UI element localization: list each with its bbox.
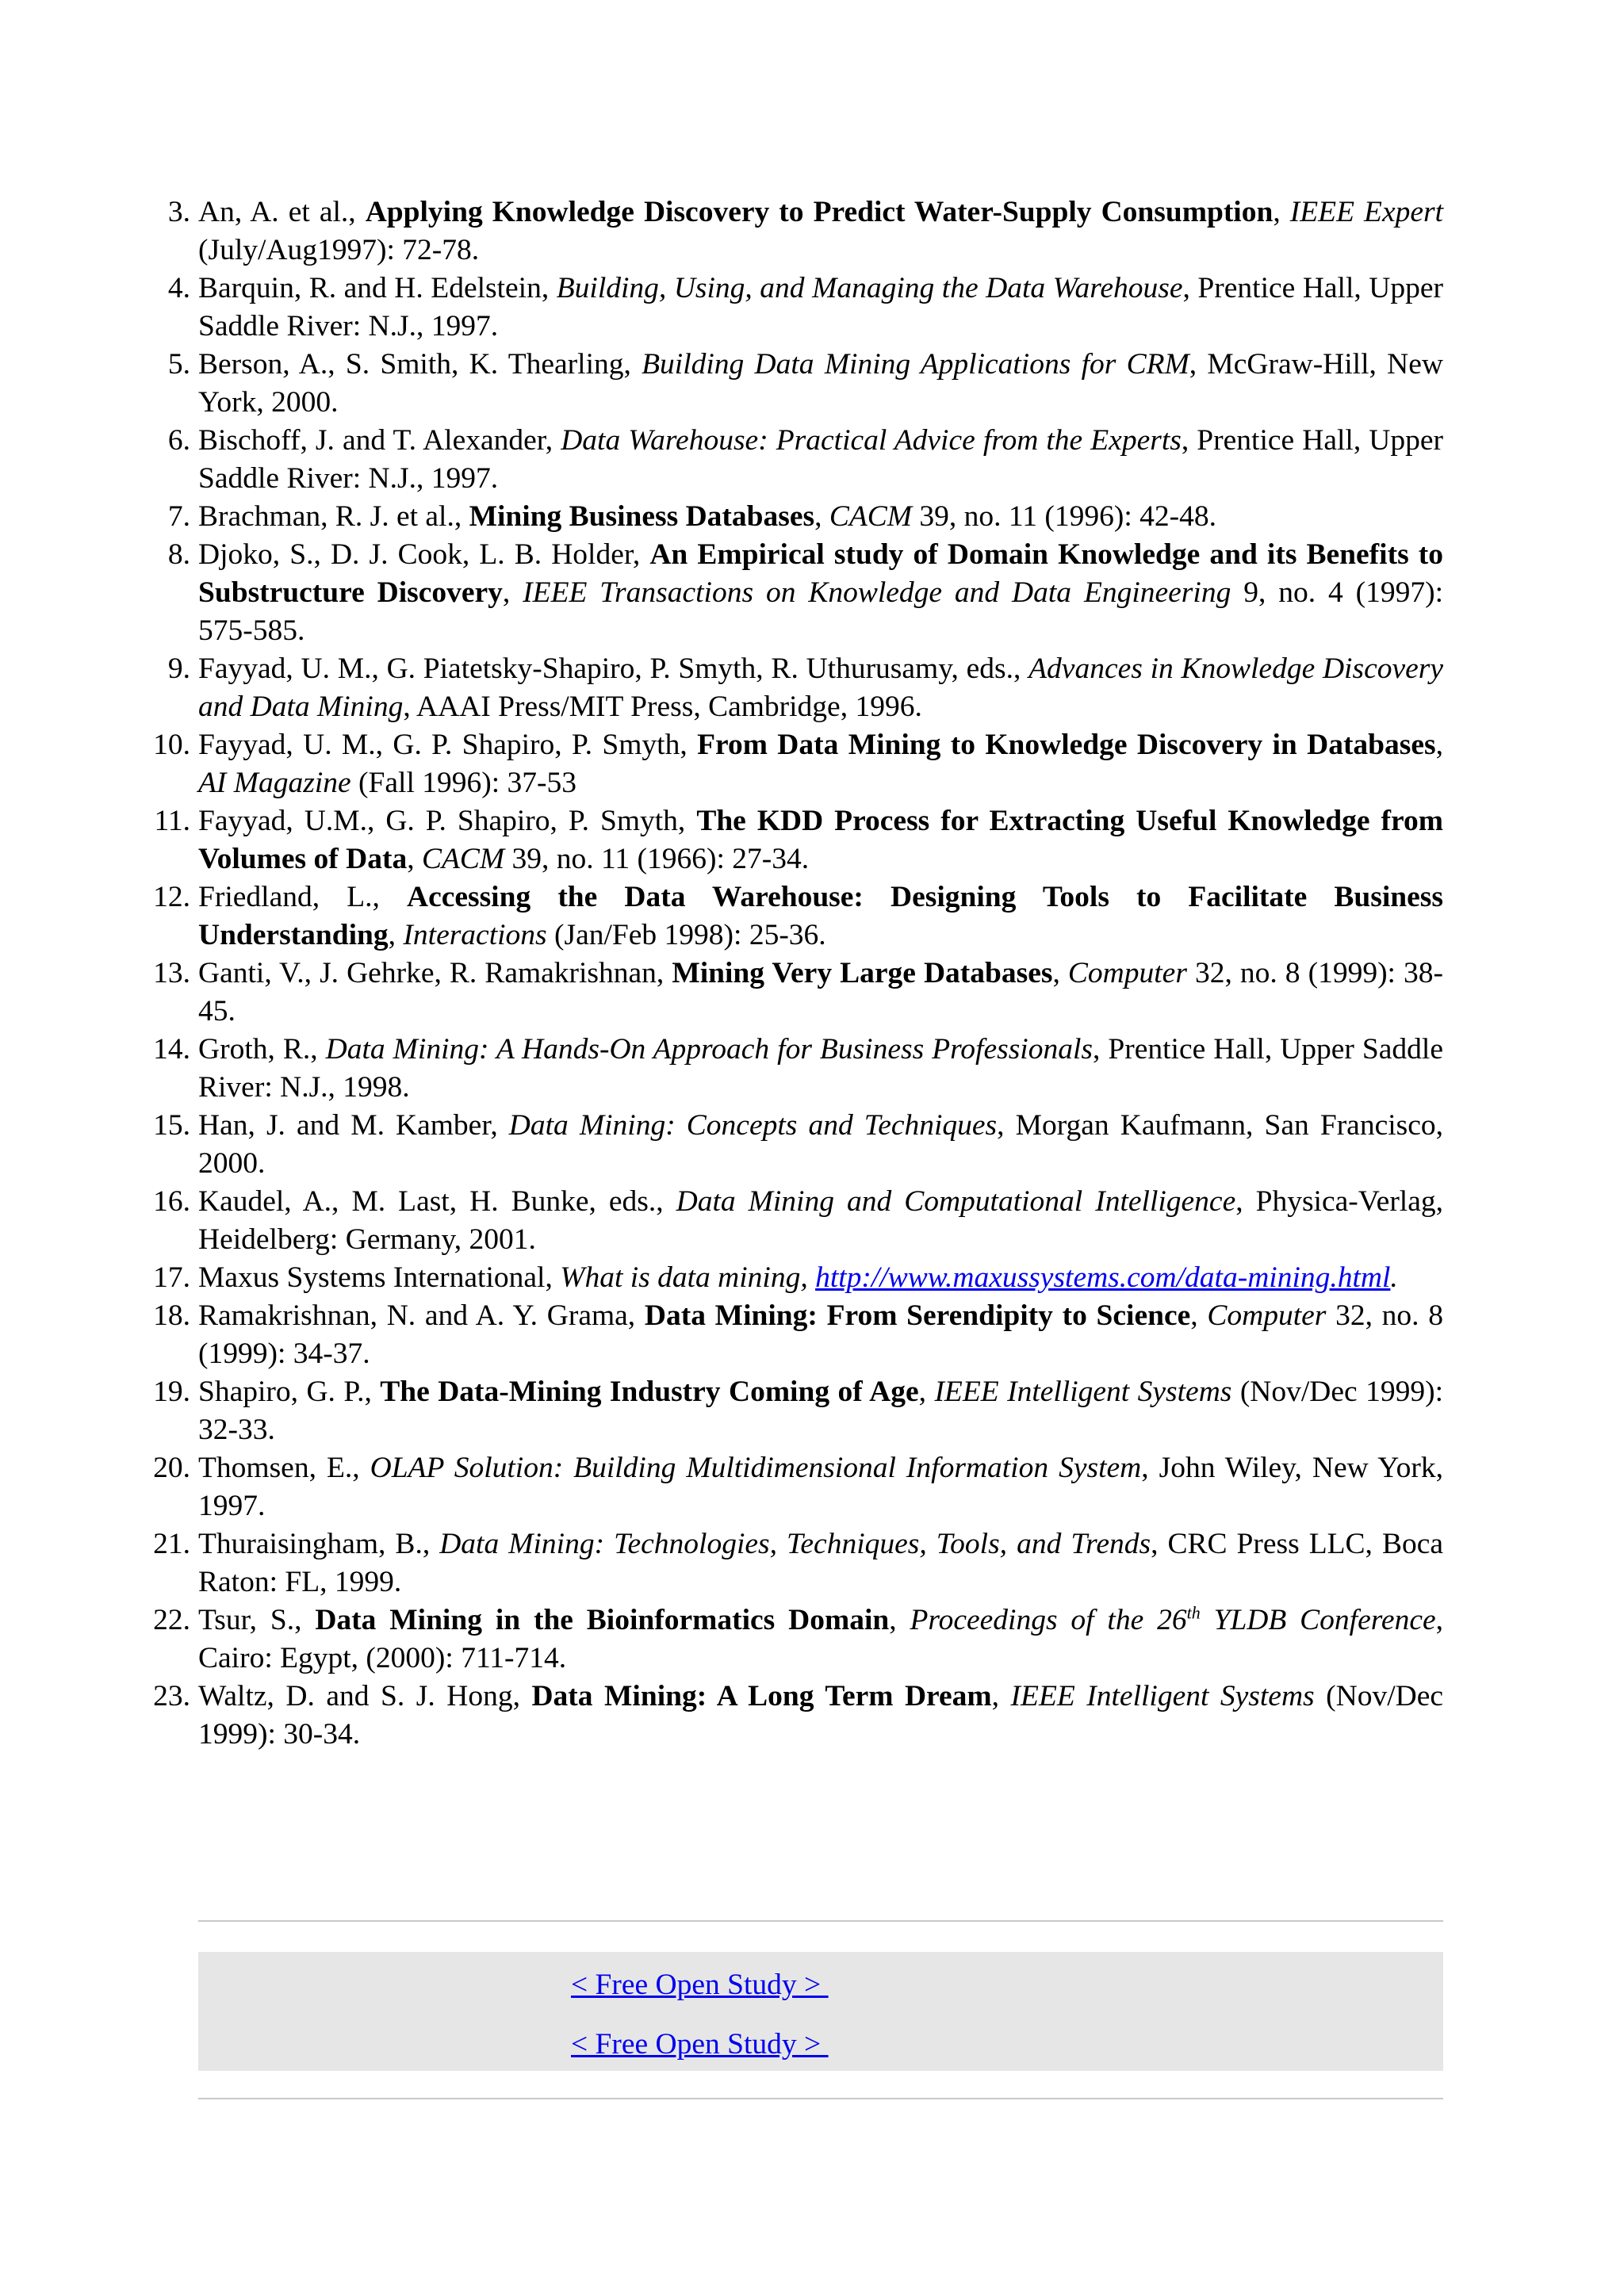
reference-plain-text: Thomsen, E., (198, 1452, 370, 1484)
reference-italic-text: AI Magazine (198, 767, 351, 799)
reference-item (149, 726, 1443, 802)
reference-plain-text: Han, J. and M. Kamber, (198, 1109, 509, 1142)
reference-plain-text: Brachman, R. J. et al., (198, 500, 469, 533)
reference-plain-text: (Nov/Dec 1999): 32-33. (198, 1376, 1444, 1446)
reference-text (198, 1299, 1443, 1370)
reference-italic-text: Advances in Knowledge Discovery and Data Mining (198, 652, 1443, 723)
reference-plain-text: (Nov/Dec 1999): 30-34. (198, 1680, 1443, 1751)
reference-plain-text: Berson, A., S. Smith, K. Thearling, (198, 348, 642, 381)
reference-plain-text: Tsur, S., (198, 1604, 316, 1636)
free-open-study-link[interactable]: < Free Open Study > (571, 1969, 829, 2001)
reference-title-bold: Mining Business Databases (469, 500, 815, 533)
reference-plain-text: , Prentice Hall, Upper Saddle River: N.J., 1997. (198, 424, 1443, 495)
reference-plain-text: , (991, 1680, 1011, 1712)
reference-italic-text: Interactions (403, 919, 547, 951)
reference-text (198, 272, 1443, 342)
reference-item (149, 1678, 1443, 1754)
reference-item (149, 1107, 1443, 1183)
reference-italic-text: Data Mining: Concepts and Techniques (508, 1109, 998, 1142)
reference-item (149, 1525, 1443, 1601)
reference-number: 12. (153, 881, 190, 913)
reference-plain-text: , Physica-Verlag, Heidelberg: Germany, 2001. (198, 1185, 1443, 1256)
reference-item (149, 498, 1443, 536)
reference-title-bold: Data Mining in the Bioinformatics Domain (315, 1604, 890, 1636)
reference-text (198, 652, 1443, 723)
reference-text (198, 1185, 1443, 1256)
reference-title-bold: Accessing the Data Warehouse: Designing Tools to Facilitate Business Understanding (198, 881, 1443, 951)
reference-number: 13. (153, 957, 190, 989)
reference-item (149, 955, 1443, 1031)
reference-italic-text: . (1390, 1261, 1398, 1294)
reference-item (149, 1373, 1443, 1449)
reference-number: 6. (167, 424, 190, 457)
reference-text (198, 729, 1443, 799)
reference-number: 22. (153, 1604, 190, 1636)
reference-italic-text: CACM (421, 843, 505, 875)
reference-text (198, 957, 1443, 1027)
reference-text (198, 1109, 1443, 1180)
reference-number: 5. (167, 348, 190, 381)
reference-italic-text: Data Warehouse: Practical Advice from the Experts (561, 424, 1182, 457)
reference-plain-text: , John Wiley, New York, 1997. (198, 1452, 1443, 1522)
reference-plain-text: (July/Aug1997): 72-78. (198, 234, 480, 266)
reference-url-link[interactable]: http://www.maxussystems.com/data-mining.html (815, 1261, 1391, 1294)
reference-plain-text: (Fall 1996): 37-53 (350, 767, 577, 799)
bottom-divider (198, 2098, 1443, 2099)
reference-italic-text: What is data mining, (560, 1261, 816, 1294)
reference-number: 16. (153, 1185, 190, 1218)
reference-plain-text: , AAAI Press/MIT Press, Cambridge, 1996. (403, 691, 922, 723)
ordinal-superscript: th (1186, 1602, 1201, 1623)
reference-item (149, 270, 1443, 346)
reference-italic-text: Building Data Mining Applications for CRM (642, 348, 1189, 381)
reference-plain-text: 39, no. 11 (1966): 27-34. (504, 843, 810, 875)
reference-plain-text: 32, no. 8 (1999): 34-37. (198, 1299, 1444, 1370)
reference-plain-text: Friedland, L., (198, 881, 407, 913)
reference-plain-text: , (1435, 729, 1443, 761)
reference-plain-text: , McGraw-Hill, New York, 2000. (198, 348, 1443, 419)
reference-plain-text: (Jan/Feb 1998): 25-36. (546, 919, 826, 951)
reference-title-bold: The Data-Mining Industry Coming of Age (380, 1376, 919, 1408)
reference-plain-text: , (1273, 196, 1290, 228)
reference-list (149, 193, 1443, 1754)
reference-number: 17. (153, 1261, 190, 1294)
reference-number: 20. (153, 1452, 190, 1484)
reference-item (149, 802, 1443, 878)
reference-plain-text: , (388, 919, 404, 951)
reference-plain-text: Groth, R., (198, 1033, 326, 1066)
reference-title-bold: From Data Mining to Knowledge Discovery in Databases (697, 729, 1436, 761)
reference-plain-text: , (918, 1376, 935, 1408)
reference-plain-text: , Prentice Hall, Upper Saddle River: N.J., 1998. (198, 1033, 1443, 1104)
reference-number: 11. (154, 805, 190, 837)
reference-text (198, 805, 1443, 875)
reference-title-bold: Mining Very Large Databases (672, 957, 1053, 989)
reference-plain-text: , (814, 500, 829, 533)
reference-number: 3. (167, 196, 190, 228)
reference-text (198, 1528, 1443, 1598)
reference-title-bold: Data Mining: From Serendipity to Science (644, 1299, 1191, 1332)
reference-italic-text: IEEE Intelligent Systems (1010, 1680, 1315, 1712)
reference-italic-text: Building, Using, and Managing the Data Warehouse (556, 272, 1183, 304)
reference-number: 15. (153, 1109, 190, 1142)
reference-plain-text: Bischoff, J. and T. Alexander, (198, 424, 561, 457)
reference-text (198, 1604, 1443, 1674)
reference-text (198, 1376, 1443, 1446)
reference-italic-text: Computer (1067, 957, 1187, 989)
reference-number: 23. (153, 1680, 190, 1712)
reference-text (198, 1261, 1398, 1294)
reference-plain-text: Thuraisingham, B., (198, 1528, 440, 1560)
reference-number: 7. (167, 500, 190, 533)
reference-number: 21. (153, 1528, 190, 1560)
reference-text (198, 881, 1443, 951)
reference-item (149, 346, 1443, 422)
reference-text (198, 424, 1443, 495)
reference-plain-text: Barquin, R. and H. Edelstein, (198, 272, 557, 304)
reference-italic-text: Data Mining: A Hands-On Approach for Business Professionals (325, 1033, 1093, 1066)
reference-plain-text: 39, no. 11 (1996): 42-48. (912, 500, 1217, 533)
reference-plain-text: 32, no. 8 (1999): 38-45. (198, 957, 1444, 1027)
reference-item (149, 1449, 1443, 1525)
reference-plain-text: Fayyad, U. M., G. Piatetsky-Shapiro, P. Smyth, R. Uthurusamy, eds., (198, 652, 1029, 685)
reference-italic-text: Data Mining: Technologies, Techniques, Tools, and Trends (439, 1528, 1151, 1560)
reference-italic-text: IEEE Intelligent Systems (934, 1376, 1232, 1408)
reference-plain-text: , Cairo: Egypt, (2000): 711-714. (198, 1604, 1443, 1674)
reference-item (149, 536, 1443, 650)
reference-italic-text: YLDB Conference (1200, 1604, 1436, 1636)
reference-italic-text: IEEE Transactions on Knowledge and Data Engineering (523, 576, 1231, 609)
reference-plain-text: An, A. et al., (198, 196, 366, 228)
reference-plain-text: , (889, 1604, 910, 1636)
reference-italic-text: CACM (829, 500, 913, 533)
reference-plain-text: Shapiro, G. P., (198, 1376, 381, 1408)
reference-plain-text: Ganti, V., J. Gehrke, R. Ramakrishnan, (198, 957, 672, 989)
reference-plain-text: 9, no. 4 (1997): 575-585. (198, 576, 1443, 647)
reference-plain-text: Fayyad, U. M., G. P. Shapiro, P. Smyth, (198, 729, 698, 761)
reference-text (198, 1452, 1443, 1522)
reference-italic-text: Computer (1207, 1299, 1327, 1332)
reference-item (149, 422, 1443, 498)
reference-plain-text: , (1190, 1299, 1208, 1332)
reference-number: 10. (153, 729, 190, 761)
reference-plain-text: Waltz, D. and S. J. Hong, (198, 1680, 532, 1712)
reference-title-bold: The KDD Process for Extracting Useful Knowledge from Volumes of Data (198, 805, 1443, 875)
reference-number: 8. (167, 538, 190, 571)
reference-plain-text: , (502, 576, 523, 609)
reference-item (149, 1259, 1443, 1297)
reference-italic-text: Proceedings of the 26 (910, 1604, 1187, 1636)
reference-plain-text: Djoko, S., D. J. Cook, L. B. Holder, (198, 538, 650, 571)
top-divider (198, 1920, 1443, 1922)
reference-item (149, 1601, 1443, 1678)
reference-text (198, 500, 1216, 533)
reference-item (149, 193, 1443, 270)
reference-plain-text: , (1052, 957, 1068, 989)
reference-number: 19. (153, 1376, 190, 1408)
reference-title-bold: Applying Knowledge Discovery to Predict Water-Supply Consumption (365, 196, 1274, 228)
reference-italic-text: Data Mining and Computational Intelligence (676, 1185, 1236, 1218)
reference-item (149, 878, 1443, 955)
reference-plain-text: Fayyad, U.M., G. P. Shapiro, P. Smyth, (198, 805, 697, 837)
reference-plain-text: , Prentice Hall, Upper Saddle River: N.J., 1997. (198, 272, 1444, 342)
reference-title-bold: An Empirical study of Domain Knowledge and its Benefits to Substructure Discovery (198, 538, 1444, 609)
reference-item (149, 1031, 1443, 1107)
free-open-study-link[interactable]: < Free Open Study > (571, 2028, 829, 2061)
reference-text (198, 1680, 1443, 1751)
reference-item (149, 1183, 1443, 1259)
reference-plain-text: , CRC Press LLC, Boca Raton: FL, 1999. (198, 1528, 1443, 1598)
reference-plain-text: , (407, 843, 422, 875)
reference-item (149, 1297, 1443, 1373)
reference-plain-text: , Morgan Kaufmann, San Francisco, 2000. (198, 1109, 1444, 1180)
reference-number: 14. (153, 1033, 190, 1066)
reference-italic-text: OLAP Solution: Building Multidimensional Information System (370, 1452, 1142, 1484)
reference-plain-text: Ramakrishnan, N. and A. Y. Grama, (198, 1299, 645, 1332)
reference-item (149, 650, 1443, 726)
reference-text (198, 196, 1443, 266)
reference-plain-text: Maxus Systems International, (198, 1261, 561, 1294)
footer-navigation (198, 1952, 1443, 2071)
reference-number: 4. (167, 272, 190, 304)
reference-number: 9. (167, 652, 190, 685)
reference-text (198, 1033, 1443, 1104)
reference-plain-text: Kaudel, A., M. Last, H. Bunke, eds., (198, 1185, 676, 1218)
reference-italic-text: IEEE Expert (1289, 196, 1444, 228)
reference-text (198, 348, 1443, 419)
reference-title-bold: Data Mining: A Long Term Dream (531, 1680, 992, 1712)
reference-number: 18. (153, 1299, 190, 1332)
reference-text (198, 538, 1443, 647)
